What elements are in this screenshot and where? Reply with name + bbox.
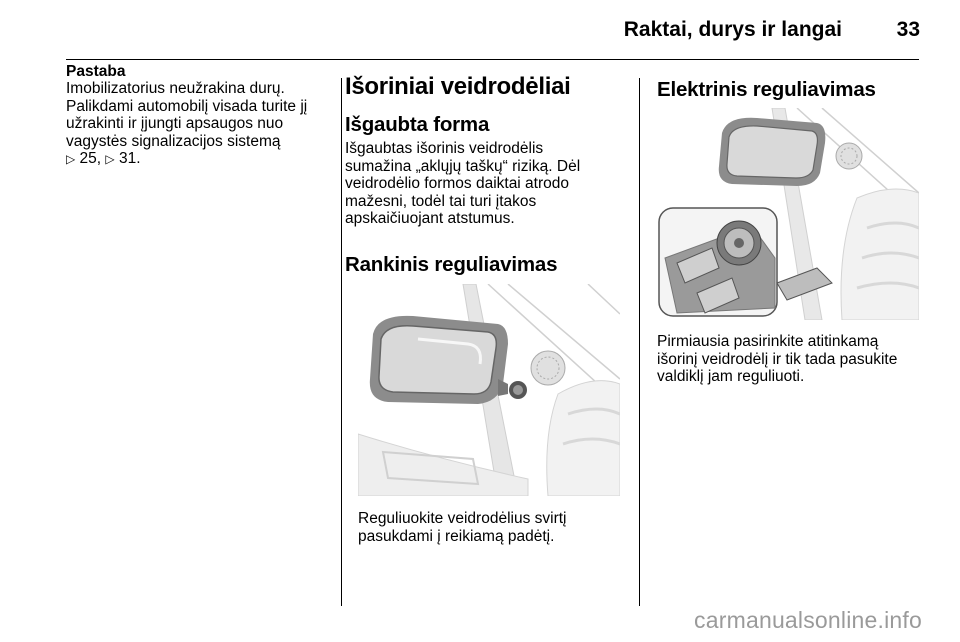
reference-arrow-icon: ▷ bbox=[105, 152, 115, 166]
electric-mirror-illustration bbox=[657, 108, 919, 320]
header-title: Raktai, durys ir langai bbox=[623, 18, 842, 41]
manual-caption: Reguliuokite veidrodėlius svirtį pasukdami į reikiamą padėtį. bbox=[358, 510, 567, 545]
convex-description: Išgaubtas išorinis veidrodėlis sumažina „aklųjų taškų“ riziką. Dėl veidrodėlio formos daiktai atrodo mažesni, todėl tai turi įtakos apskaičiuojant atstumus. bbox=[345, 140, 581, 227]
column-divider-right bbox=[639, 78, 640, 606]
reference-page-2: 31. bbox=[118, 150, 141, 167]
page-reference[interactable] bbox=[66, 150, 141, 167]
manual-heading: Rankinis reguliavimas bbox=[345, 253, 558, 276]
note-title: Pastaba bbox=[66, 63, 126, 80]
electric-heading: Elektrinis reguliavimas bbox=[657, 78, 876, 101]
convex-heading: Išgaubta forma bbox=[345, 113, 490, 136]
reference-page-1: 25, bbox=[79, 150, 102, 167]
electric-caption: Pirmiausia pasirinkite atitinkamą išorinį veidrodėlį ir tik tada pasukite valdiklį jam reguliuoti. bbox=[657, 333, 898, 385]
note-text: Imobilizatorius neužrakina durų. Palikdami automobilį visada turite jį užrakinti ir įjungti apsaugos nuo vagystės signalizacijos sistemą bbox=[66, 80, 308, 150]
manual-mirror-illustration bbox=[358, 284, 620, 496]
watermark: carmanualsonline.info bbox=[694, 607, 922, 633]
page-header bbox=[0, 0, 960, 60]
header-rule bbox=[66, 59, 919, 60]
column-divider-left bbox=[341, 78, 342, 606]
page-number: 33 bbox=[896, 18, 920, 41]
section-title: Išoriniai veidrodėliai bbox=[345, 73, 571, 100]
note-body bbox=[66, 80, 331, 169]
reference-arrow-icon: ▷ bbox=[66, 152, 76, 166]
